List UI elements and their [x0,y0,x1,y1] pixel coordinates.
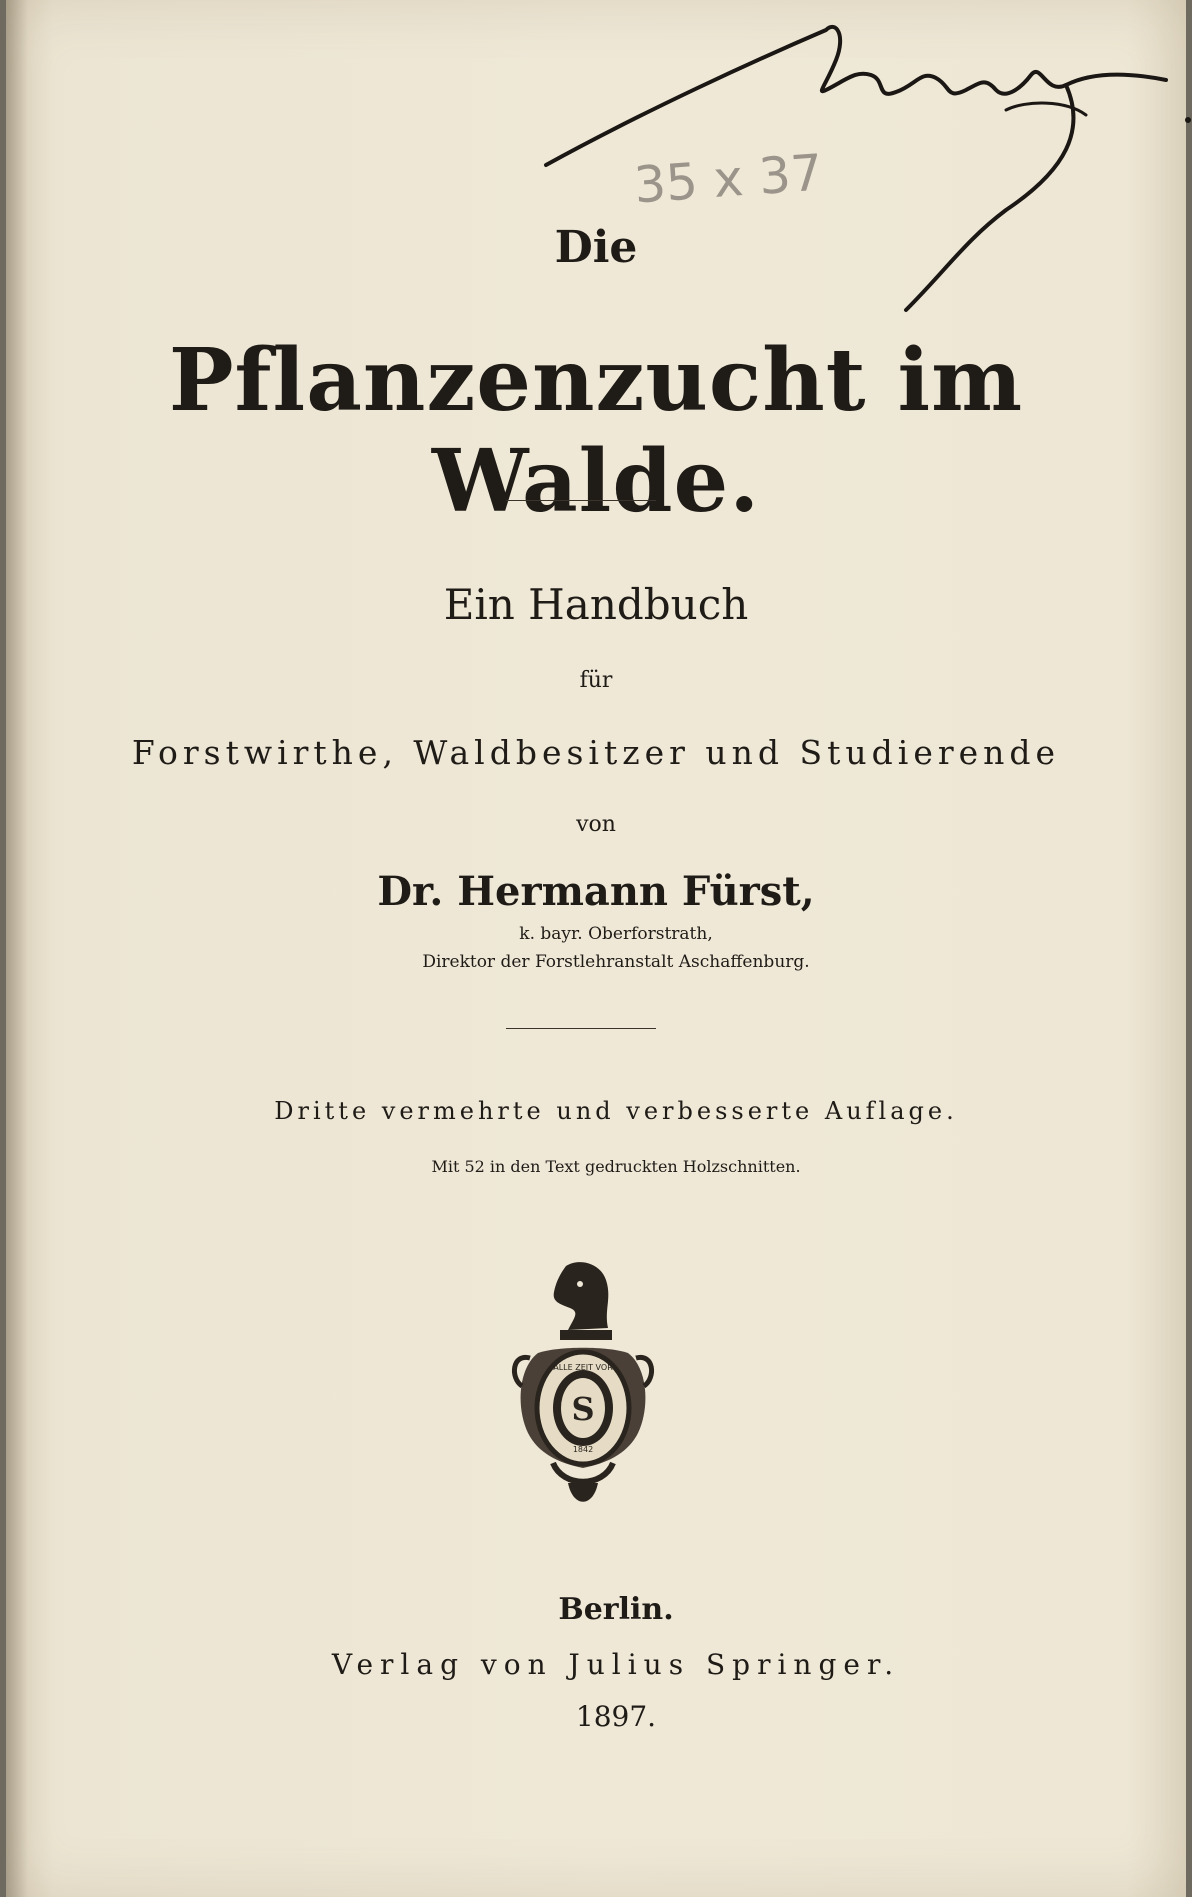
divider-rule [506,1028,656,1029]
author-name: Dr. Hermann Fürst, [377,868,815,915]
edition: Dritte vermehrte und verbesserte Auflage. [274,1097,958,1125]
logo-year: 1842 [572,1445,594,1454]
imprint-publisher: Verlag von Julius Springer. [331,1648,901,1681]
handwritten-signature [526,0,1192,340]
audience: Forstwirthe, Waldbesitzer und Studierende [131,733,1061,772]
divider-rule [506,500,656,501]
publisher-logo [508,1258,658,1518]
for-word: für [579,668,613,693]
imprint-city: Berlin. [558,1592,674,1627]
by-word: von [576,812,616,837]
title-article: Die [554,222,638,273]
logo-letter: S [571,1390,595,1428]
subtitle: Ein Handbuch [443,580,749,629]
imprint-year: 1897. [575,1700,657,1733]
title-page [6,0,1186,1897]
pencil-note: 35 x 37 [632,143,825,215]
author-position: Direktor der Forstlehranstalt Aschaffenburg. [422,952,810,972]
logo-motto: ALLE ZEIT VOR [553,1363,613,1372]
main-title: Pflanzenzucht im Walde. [168,330,1024,532]
author-rank: k. bayr. Oberforstrath, [519,924,713,944]
illustrations-note: Mit 52 in den Text gedruckten Holzschnitten. [431,1157,801,1176]
